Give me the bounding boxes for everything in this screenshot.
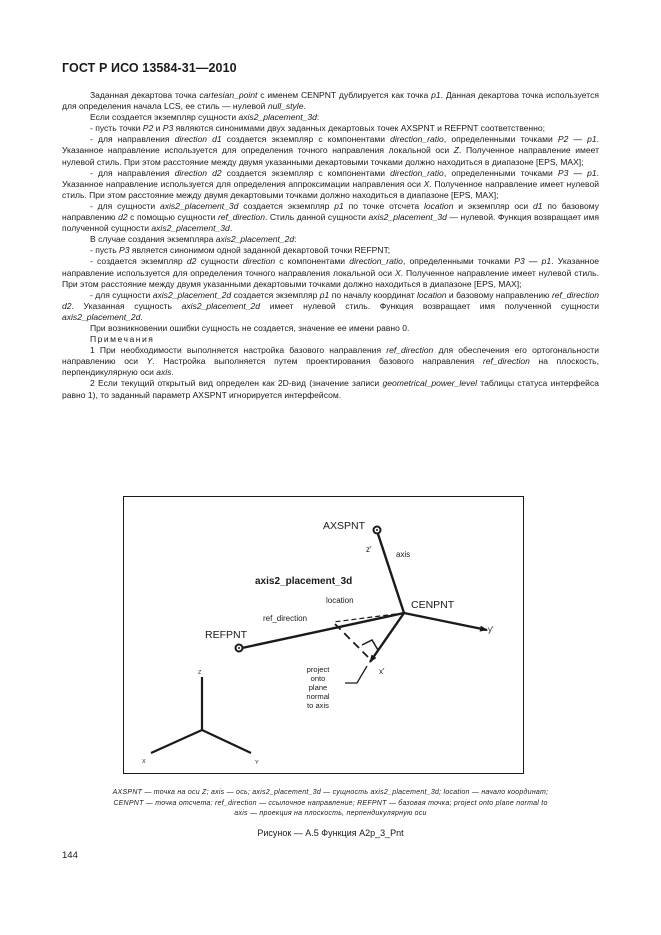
- label-project-1: project: [306, 665, 330, 674]
- global-x-axis: [151, 730, 202, 753]
- note-2: 2 Если текущий открытый вид определен как 2D-вид (значение записи geometrical_power_level таблицы статуса интерфейса равно 1), то заданный параметр AXSPNT игнорируется интерфейсом.: [62, 378, 599, 400]
- paragraph-axis3d-result: - для сущности axis2_placement_3d создается экземпляр p1 по точке отсчета location и экземпляр оси d1 по базовому направлению d2 с помощью сущности ref_direction. Стиль данной сущности axis2_placement_3d — нулевой. Функция возвращает имя полученной сущности axis2_placement_3d.: [62, 200, 599, 234]
- axis-line: [378, 534, 404, 613]
- paragraph-axis2d-result: - для сущности axis2_placement_2d создается экземпляр p1 по началу координат location и базовому направлению ref_direction d2. Указанная сущность axis2_placement_2d имеет нулевой стиль. Функция возвращает имя полученной сущности axis2_placement_2d.: [62, 289, 599, 322]
- label-global-z: Z: [198, 670, 202, 676]
- label-x-prime: x': [379, 667, 385, 676]
- figure-title: Рисунок — А.5 Функция A2p_3_Pnt: [257, 828, 404, 838]
- notes-heading: Примечания: [90, 334, 155, 345]
- projection-dashed-line: [335, 624, 368, 657]
- label-y-prime: y': [488, 625, 494, 634]
- label-global-x: X: [142, 759, 146, 765]
- label-project-2: onto: [310, 674, 326, 683]
- label-placement: axis2_placement_3d: [255, 576, 353, 587]
- paragraph-p3-synonym: - пусть P3 является синонимом одной заданной декартовой точки REFPNT;: [90, 245, 391, 256]
- axspnt-point-center: [376, 529, 378, 531]
- legend-line-3: axis — проекция на плоскость, перпендикулярную оси: [234, 810, 427, 817]
- paragraph-p2-p3: - пусть точки P2 и P3 являются синонимами двух заданных декартовых точек AXSPNT и REFPNT соответственно;: [90, 123, 545, 134]
- y-prime-axis: [404, 613, 487, 630]
- label-z-prime: z': [366, 545, 372, 554]
- paragraph-error: При возникновении ошибки сущность не создается, значение ее имени равно 0.: [90, 322, 410, 333]
- paragraph-direction-d2: - для направления direction d2 создается экземпляр с компонентами direction_ratio, определенными точками P3 — p1. Указанное направление используется для определения аппроксимации направления оси X. Полученное направление имеет нулевой стиль. При этом расстояние между двумя декартовыми точками должно находиться в диапазоне [EPS, MAX];: [62, 167, 600, 200]
- label-axis: axis: [396, 550, 411, 559]
- legend-line-1: AXSPNT — точка на оси Z; axis — ось; axis2_placement_3d — сущность axis2_placement_3d; location — начало координат;: [112, 789, 549, 796]
- figure-legend: [62, 788, 599, 820]
- page-number: 144: [62, 850, 78, 861]
- note-1: 1 При необходимости выполняется настройка базового направления ref_direction для обеспечения его ортогональности направлению оси Y. Настройка выполняется путем проектирования базового направления ref_direction на плоскость, перпендикулярную оси axis.: [62, 345, 599, 378]
- label-location: location: [326, 596, 354, 605]
- paragraph-cartesian-point: Заданная декартова точка cartesian_point с именем CENPNT дублируется как точка p1. Данная декартова точка используется для определения начала LCS, ее стиль — нулевой null_style.: [62, 90, 599, 112]
- label-project-5: to axis: [307, 701, 329, 710]
- paragraph-direction-d2-2d: - создается экземпляр d2 сущности direction с компонентами direction_ratio, определенными точками P3 — p1. Указанное направление используется для определения точного направления локальной оси X. Полученное направление имеет нулевой стиль. При этом расстояние между двумя указанными декартовыми точками должно находиться в диапазоне [EPS, MAX];: [62, 256, 600, 289]
- paragraph-direction-d1: - для направления direction d1 создается экземпляр с компонентами direction_ratio, определенными точками P2 — p1. Указанное направление используется для определения точного направления локальной оси Z. Полученное направление имеет нулевой стиль. При этом расстояние между двумя указанными декартовыми точками должно находиться в диапазоне [EPS, MAX];: [62, 134, 600, 167]
- project-leader-line: [345, 666, 367, 683]
- legend-line-2: CENPNT — точка отсчета: ref_direction — ссылочное направление; REFPNT — базовая точка; project onto plane normal to: [113, 799, 548, 807]
- label-cenpnt: CENPNT: [411, 599, 455, 611]
- label-ref-direction: ref_direction: [263, 614, 308, 623]
- global-y-axis: [202, 730, 251, 753]
- paragraph-axis2d-intro: В случае создания экземпляра axis2_placement_2d:: [90, 234, 297, 245]
- refpnt-point-center: [238, 647, 240, 649]
- paragraph-axis3d-intro: Если создается экземпляр сущности axis2_placement_3d:: [90, 112, 320, 123]
- label-refpnt: REFPNT: [205, 629, 247, 641]
- document-header: ГОСТ Р ИСО 13584-31—2010: [62, 61, 237, 75]
- label-axspnt: AXSPNT: [323, 520, 366, 532]
- right-angle-mark: [362, 640, 378, 650]
- label-project-4: normal: [306, 692, 330, 701]
- label-global-y: Y: [255, 760, 259, 766]
- label-project-3: plane: [308, 683, 328, 692]
